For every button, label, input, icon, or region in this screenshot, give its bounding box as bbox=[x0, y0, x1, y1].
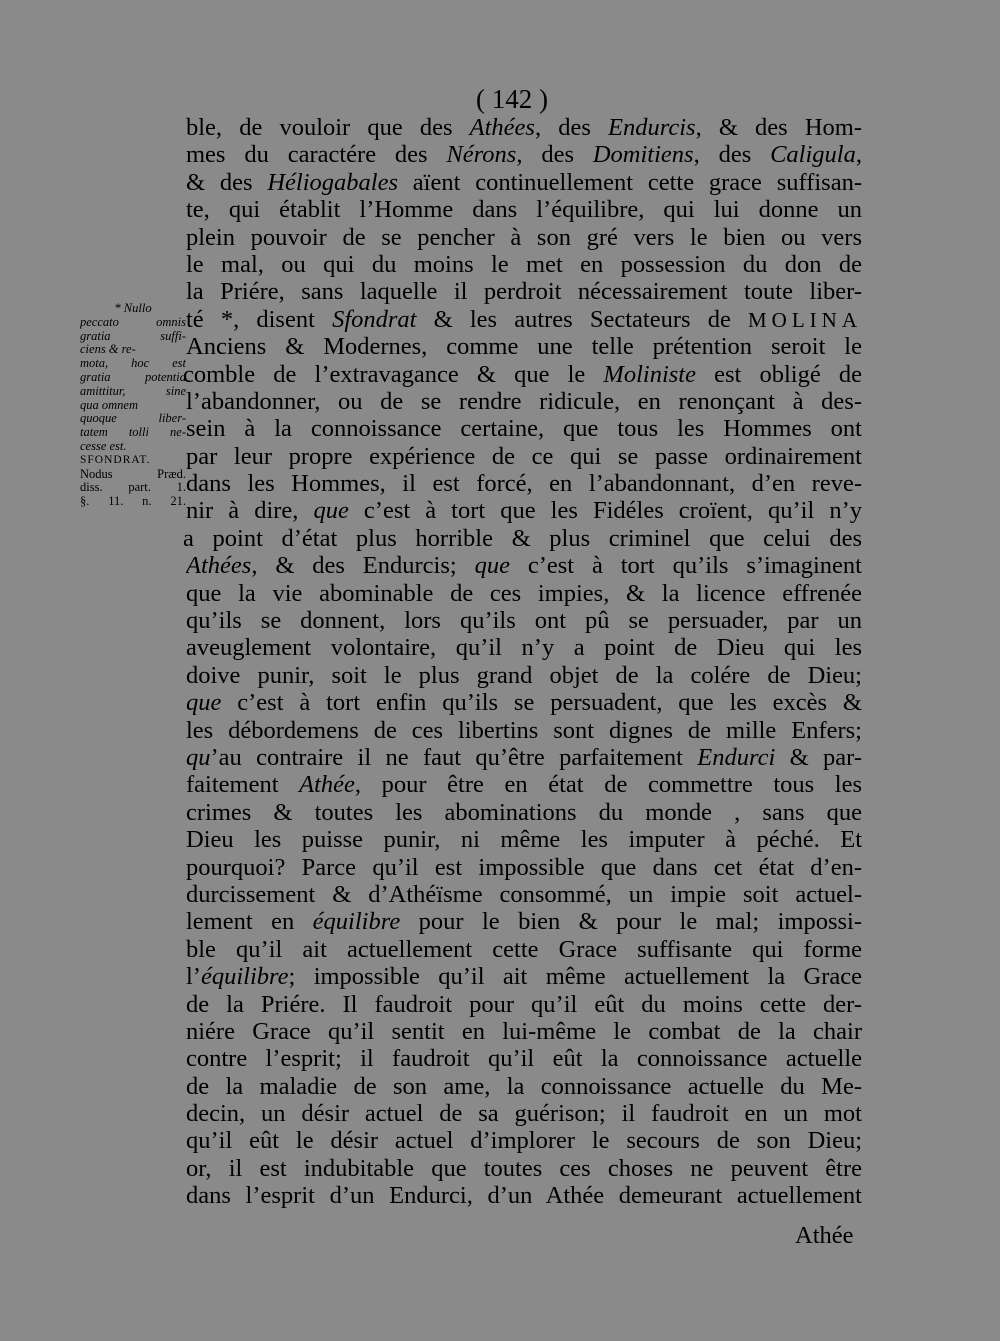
text-line: té *, disent Sfondrat & les autres Sectateurs de MOLINA bbox=[186, 305, 862, 333]
text-line: ble, de vouloir que des Athées, des Endurcis, & des Hom- bbox=[186, 114, 862, 141]
text-line: dans les Hommes, il est forcé, en l’abandonnant, d’en reve- bbox=[186, 470, 862, 498]
text-line: Dieu les puisse punir, ni même les imputer à péché. Et bbox=[186, 826, 862, 854]
text-line: & des Héliogabales aïent continuellement cette grace suffisan- bbox=[186, 168, 862, 196]
text-line: crimes & toutes les abominations du monde , sans que bbox=[186, 798, 862, 826]
text-line: faitement Athée, pour être en état de commettre tous les bbox=[186, 771, 862, 799]
text-line: plein pouvoir de se pencher à son gré vers le bien ou vers bbox=[186, 223, 862, 251]
margin-note-line: gratia suffi- bbox=[80, 329, 186, 343]
text-line: que la vie abominable de ces impies, & la licence effrenée bbox=[186, 579, 862, 607]
margin-note-line: SFONDRAT. bbox=[80, 453, 151, 466]
text-line: nir à dire, que c’est à tort que les Fidéles croïent, qu’il n’y bbox=[186, 497, 862, 525]
text-line: aveuglement volontaire, qu’il n’y a point de Dieu qui les bbox=[186, 634, 862, 662]
catchword: Athée bbox=[795, 1222, 854, 1249]
text-line: l’abandonner, ou de se rendre ridicule, en renonçant à des- bbox=[186, 387, 862, 415]
text-line: les débordemens de ces libertins sont dignes de mille Enfers; bbox=[186, 716, 862, 744]
text-line: decin, un désir actuel de sa guérison; il faudroit en un mot bbox=[186, 1100, 862, 1128]
margin-note-line: gratia potentia bbox=[80, 370, 186, 384]
body-text bbox=[183, 114, 862, 1210]
text-line: sein à la connoissance certaine, que tous les Hommes ont bbox=[186, 415, 862, 443]
text-line: par leur propre expérience de ce qui se passe ordinairement bbox=[186, 442, 862, 470]
text-line: pourquoi? Parce qu’il est impossible que dans cet état d’en- bbox=[186, 853, 862, 881]
text-line: que c’est à tort enfin qu’ils se persuadent, que les excès & bbox=[186, 689, 862, 717]
page-number: ( 142 ) bbox=[476, 84, 548, 114]
text-line: qu’au contraire il ne faut qu’être parfaitement Endurci & par- bbox=[186, 743, 862, 771]
margin-note-line: * Nullo bbox=[114, 302, 152, 315]
text-line: l’équilibre; impossible qu’il ait même actuellement la Grace bbox=[186, 963, 862, 991]
text-line: niére Grace qu’il sentit en lui-même le combat de la chair bbox=[186, 1017, 862, 1045]
text-line: or, il est indubitable que toutes ces choses ne peuvent être bbox=[186, 1154, 862, 1182]
margin-note-line: Nodus Præd. bbox=[80, 467, 186, 481]
text-line: de la maladie de son ame, la connoissance actuelle du Me- bbox=[186, 1072, 862, 1100]
margin-note-line: amittitur, sine bbox=[80, 384, 186, 398]
text-line: a point d’état plus horrible & plus criminel que celui des bbox=[183, 524, 862, 552]
text-line: dans l’esprit d’un Endurci, d’un Athée demeurant actuellement bbox=[186, 1182, 862, 1210]
margin-note-line: §. 11. n. 21. bbox=[80, 495, 186, 509]
text-line: le mal, ou qui du moins le met en possession du don de bbox=[186, 250, 862, 278]
text-line: de la Priére. Il faudroit pour qu’il eût du moins cette der- bbox=[186, 990, 862, 1018]
text-line: te, qui établit l’Homme dans l’équilibre, qui lui donne un bbox=[186, 196, 862, 224]
margin-note-line: ciens & re- bbox=[80, 343, 136, 357]
margin-note-line: qua omnem bbox=[80, 398, 138, 412]
margin-note-line: cesse est. bbox=[80, 439, 127, 453]
text-line: la Priére, sans laquelle il perdroit nécessairement toute liber- bbox=[186, 278, 862, 306]
text-line: ble qu’il ait actuellement cette Grace suffisante qui forme bbox=[186, 935, 862, 963]
margin-note-line: diss. part. 1. bbox=[80, 481, 186, 495]
text-line: Anciens & Modernes, comme une telle prétention seroit le bbox=[186, 333, 862, 361]
text-line: doive punir, soit le plus grand objet de la colére de Dieu; bbox=[186, 661, 862, 689]
margin-note bbox=[80, 302, 186, 509]
margin-note-line: quoque liber- bbox=[80, 412, 186, 426]
text-line: qu’ils se donnent, lors qu’ils ont pû se persuader, par un bbox=[186, 607, 862, 635]
text-line: qu’il eût le désir actuel d’implorer le secours de son Dieu; bbox=[186, 1127, 862, 1155]
text-line: mes du caractére des Nérons, des Domitiens, des Caligula, bbox=[186, 141, 862, 169]
margin-note-line: peccato omnis bbox=[80, 315, 186, 329]
text-line: contre l’esprit; il faudroit qu’il eût la connoissance actuelle bbox=[186, 1045, 862, 1073]
text-line: Athées, & des Endurcis; que c’est à tort qu’ils s’imaginent bbox=[186, 552, 862, 580]
margin-note-line: mota, hoc est bbox=[80, 357, 186, 371]
margin-note-line: tatem tolli ne- bbox=[80, 426, 186, 440]
text-line: comble de l’extravagance & que le Moliniste est obligé de bbox=[183, 360, 862, 388]
text-line: lement en équilibre pour le bien & pour le mal; impossi- bbox=[186, 908, 862, 936]
text-line: durcissement & d’Athéïsme consommé, un impie soit actuel- bbox=[186, 880, 862, 908]
